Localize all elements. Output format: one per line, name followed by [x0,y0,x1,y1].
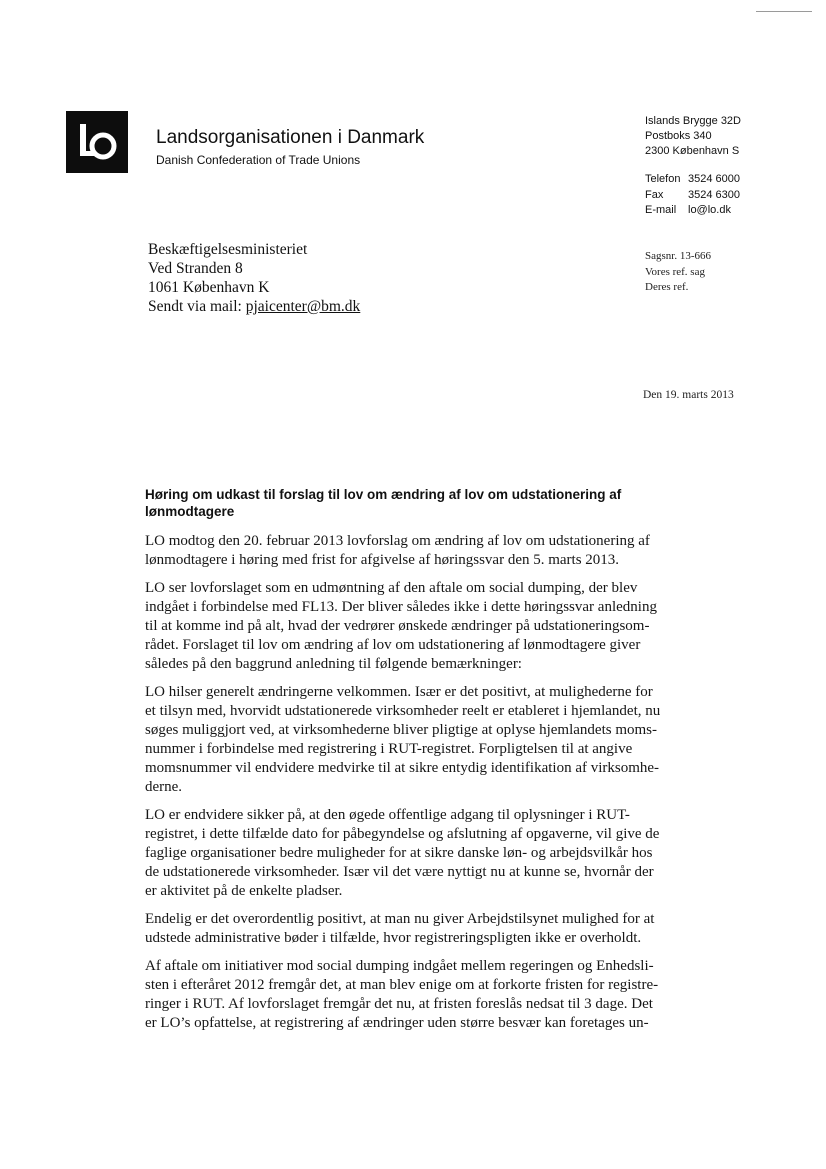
address-line: Islands Brygge 32D [645,115,741,127]
recipient-line: Beskæftigelsesministeriet [148,241,308,258]
contact-value: lo@lo.dk [688,204,731,216]
sender-contact [645,172,740,219]
text-line: sten i efteråret 2012 fremgår det, at man blev enige om at forkorte fristen for registre- [145,977,659,993]
lo-logo-mark [66,111,128,173]
reference-line: Vores ref. sag [645,265,705,278]
contact-value: 3524 6300 [688,188,740,201]
text-line: indgået i forbindelse med FL13. Der bliver således ikke i dette høringssvar anledning [145,599,657,615]
text-line: er aktivitet på de enkelte pladser. [145,883,343,899]
text-line: ringer i RUT. Af lovforslaget fremgår det nu, at fristen foreslås nedsat til 3 dage. Det [145,996,653,1012]
organization-subtitle: Danish Confederation of Trade Unions [156,153,361,167]
reference-line: Deres ref. [645,281,689,293]
text-line: derne. [145,779,183,795]
text-line: registret, i dette tilfælde dato for påbegyndelse og afslutning af opgaverne, vil give de [145,826,660,842]
text-line: udstede administrative bøder i tilfælde, hvor registreringspligten ikke er overholdt. [145,930,642,946]
letter-body [145,486,690,1042]
address-line: Postboks 340 [645,130,712,142]
recipient-address [148,240,360,316]
text-line: LO ser lovforslaget som en udmøntning af den aftale om social dumping, der blev [145,580,638,596]
case-references [645,249,711,296]
letter-heading: Høring om udkast til forslag til lov om ændring af lov om udstationering af lønmodtagere [145,487,622,519]
recipient-email-link[interactable]: pjaicenter@bm.dk [245,298,361,315]
paragraph [145,579,690,674]
text-line: LO hilser generelt ændringerne velkommen. Især er det positivt, at mulighederne for [145,684,653,700]
text-line: momsnummer vil endvidere medvirke til at sikre entydig identifikation af virksomhe- [145,760,660,776]
paragraph [145,532,690,570]
text-line: lønmodtagere i høring med frist for afgivelse af høringssvar den 5. marts 2013. [145,552,620,568]
text-line: nummer i forbindelse med registrering i RUT-registret. Forpligtelsen til at angive [145,741,633,757]
mail-prefix: Sendt via mail: [148,298,242,315]
text-line: til at komme ind på alt, hvad der vedrører ønskede ændringer på udstationeringsom- [145,618,650,634]
lo-logo [66,111,128,173]
organization-block [156,127,424,167]
contact-phone [645,172,740,188]
text-line: de udstationerede virksomheder. Især vil det være nyttigt nu at kunne se, hvornår der [145,864,654,880]
text-line: Af aftale om initiativer mod social dumping indgået mellem regeringen og Enhedsli- [145,958,654,974]
paragraph [145,683,690,797]
recipient-line: Ved Stranden 8 [148,260,243,277]
contact-label: E-mail [645,204,677,216]
text-line: et tilsyn med, hvorvidt udstationerede virksomheder reelt er etableret i hjemlandet, nu [145,703,661,719]
contact-email [645,203,740,219]
text-line: er LO’s opfattelse, at registrering af ændringer uden større besvær kan foretages un- [145,1015,649,1031]
letter-date: Den 19. marts 2013 [643,389,734,401]
text-line: LO er endvidere sikker på, at den øgede offentlige adgang til oplysninger i RUT- [145,807,630,823]
text-line: søges muliggjort ved, at virksomhederne bliver pligtige at oplyse hjemlandets moms- [145,722,657,738]
text-line: LO modtog den 20. februar 2013 lovforslag om ændring af lov om udstationering af [145,533,650,549]
recipient-mail-line [148,297,360,316]
paragraph [145,910,690,948]
organization-name: Landsorganisationen i Danmark [156,127,425,148]
text-line: rådet. Forslaget til lov om ændring af lov om udstationering af lønmodtagere giver [145,637,641,653]
reference-line: Sagsnr. 13-666 [645,250,711,262]
text-line: således på den baggrund anledning til følgende bemærkninger: [145,656,522,672]
recipient-line: 1061 København K [148,279,270,296]
paragraph [145,806,690,901]
text-line: Endelig er det overordentlig positivt, at man nu giver Arbejdstilsynet mulighed for at [145,911,655,927]
contact-fax [645,188,740,204]
text-line: faglige organisationer bedre muligheder for at sikre danske løn- og arbejdsvilkår hos [145,845,653,861]
contact-label: Fax [645,188,664,201]
sender-address [645,114,741,159]
contact-value: 3524 6000 [688,173,740,185]
address-line: 2300 København S [645,145,740,157]
scan-mark [756,11,812,12]
paragraph [145,957,690,1033]
contact-label: Telefon [645,173,681,185]
